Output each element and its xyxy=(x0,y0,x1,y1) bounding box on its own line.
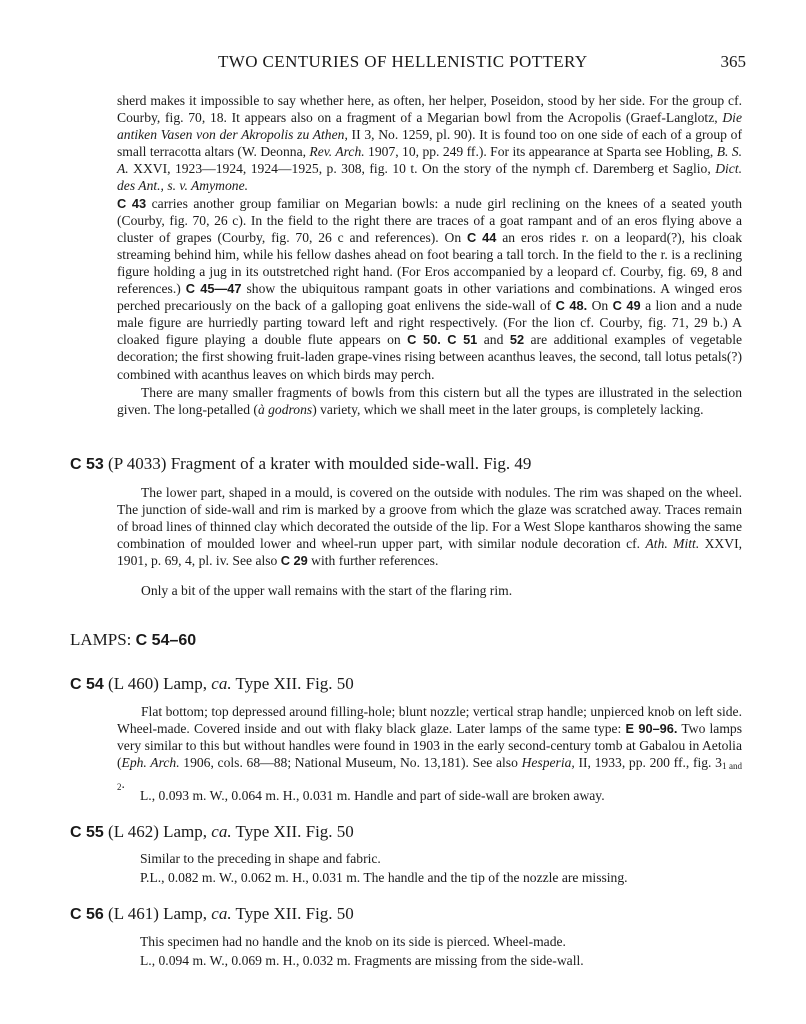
text-run: 1906, cols. 68—88; National Museum, No. 13,181). See also xyxy=(179,755,522,771)
catalogue-number: C 53 xyxy=(70,456,104,473)
italic-citation: Ath. Mitt. xyxy=(645,536,700,552)
entry-title: (P 4033) Fragment of a k xyxy=(103,454,279,473)
text-run: with further references. xyxy=(307,553,439,569)
paragraph-smaller-fragments xyxy=(117,384,742,418)
text-run: an eros rides r. on a leopard(?), his cloak streaming behind him, while his fellow dashes ahead on foot bearing a tall torch. In the field to the r. is a reclining figure holding a jug in its outstretched right hand. (For Eros accompanied by a leopard cf. Courby, fig. 69, 8 and references.) xyxy=(117,229,742,297)
subscript: 1 xyxy=(721,761,727,772)
text-run: The lower part, shaped in a mould, is covered on the outside with nodules. The rim was shaped on the wheel. The junction of side-wall and rim is marked by a groove from which the glaze was scratched away. Traces remain of broad lines of thinned clay which decorated the outside of the lip. For a West Slope kantharos showing the same combination of moulded lower and wheel-run upper part, with similar nodule decoration cf. xyxy=(117,485,742,552)
text-run: II, 1933, pp. 200 ff., fig. 3 xyxy=(574,755,722,771)
text-run: show the ubiquitous rampant goats in other variations and combinations. A winged eros perched precariously on the back of a galloping goat enlivens the side-wall of xyxy=(117,281,742,314)
entry-heading-c56 xyxy=(70,904,354,924)
entry-heading-c53 xyxy=(70,454,531,474)
running-title: TWO CENTURIES OF HELLENISTIC POTTERY xyxy=(218,52,588,71)
paragraph-c53-description xyxy=(117,484,742,569)
entry-title: Type XII. Fig. 50 xyxy=(231,904,354,923)
catalogue-number: C 54 xyxy=(70,676,104,693)
catalogue-number: C 55 xyxy=(70,824,104,841)
description-c56: This specimen had no handle and the knob on its side is pierced. Wheel-made. xyxy=(140,934,566,949)
entry-heading-c55 xyxy=(70,822,354,842)
text-run: Only a bit of the upper wall remains with the start of the flaring rim. xyxy=(141,583,513,598)
entry-heading-c54 xyxy=(70,674,354,694)
paragraph-c54-description xyxy=(117,703,742,796)
text-run: , II 3, No. 1259, pl. 90). It is found too on one side of each of a group of small terracotta altars (W. Deonna, xyxy=(117,127,742,160)
text-run: Flat bottom; top depressed around filling-hole; blunt nozzle; vertical strap handle; unpierced knob on left side. Wheel-made. Covered inside and out with flaky black glaze. Later lamps of the same type: xyxy=(117,704,742,737)
catalogue-range: C 54–60 xyxy=(135,632,197,649)
catalogue-ref: C 29 xyxy=(280,553,308,569)
page-number: 365 xyxy=(720,52,746,71)
subscript: 2 xyxy=(117,782,122,793)
italic-citation: Die antiken Vasen von der Akropolis zu Athen xyxy=(117,110,742,143)
catalogue-ref: C 51 xyxy=(447,332,478,348)
text-run: a lion and a nude male figure are hurriedly parting toward left and right respectively. (For the lion cf. Courby, fig. 71, 29 b.) A cloaked figure playing a double flute appears on xyxy=(117,298,742,348)
catalogue-ref: E 90–96. xyxy=(625,721,678,737)
italic-citation: Rev. Arch. xyxy=(309,144,365,160)
measurements-c55: P.L., 0.082 m. W., 0.062 m. H., 0.031 m. The handle and the tip of the nozzle are missing. xyxy=(140,870,628,885)
measurements-c56: L., 0.094 m. W., 0.069 m. H., 0.032 m. Fragments are missing from the side-wall. xyxy=(140,953,584,968)
text-run: XXVI, 1901, p. 69, 4, pl. iv. See also xyxy=(117,536,742,569)
catalogue-ref: C 45—47 xyxy=(185,281,242,297)
italic-citation: B. S. A. xyxy=(117,144,743,177)
italic-citation: Dict. des Ant., s. v. Amymone. xyxy=(117,161,742,194)
catalogue-ref: C 44 xyxy=(466,229,497,245)
paragraph-c53-note xyxy=(117,582,742,599)
italic-citation: Hesperia, xyxy=(521,755,575,771)
section-heading-lamps xyxy=(70,630,196,650)
description-c55: Similar to the preceding in shape and fabric. xyxy=(140,851,381,866)
running-header xyxy=(210,52,746,74)
catalogue-ref: C 49 xyxy=(612,298,641,314)
text-run: 1907, 10, pp. 249 ff.). For its appearance at Sparta see Hobling, xyxy=(364,144,717,160)
entry-title: (L 462) Lamp, xyxy=(103,822,212,841)
text-run: XXVI, 1923—1924, 1924—1925, p. 308, fig. 10 t. On the story of the nymph cf. Daremberg et Saglio, xyxy=(128,161,716,177)
entry-title: rater with moulded side-wall. Fig. 49 xyxy=(278,454,532,473)
text-run: and xyxy=(477,332,510,348)
text-run: Two lamps very similar to this but without handles were found in 1903 in the early second-century tomb at Gabalou in Aetolia ( xyxy=(117,721,742,771)
text-run: sherd makes it impossible to say whether here, as often, her helper, Poseidon, stood by her side. For the group cf. Courby, fig. 70, 18. It appears also on a fragment of a Megarian bowl from the Acropolis (Graef-Langlotz, xyxy=(117,93,742,126)
entry-title: Type XII. Fig. 50 xyxy=(231,822,354,841)
text-run: ) variety, which we shall meet in the later groups, is completely lacking. xyxy=(312,402,704,418)
italic-term: ca. xyxy=(211,674,232,693)
subscript: and xyxy=(726,761,742,772)
italic-term: à godrons xyxy=(257,402,313,418)
paragraph-megarian-bowls xyxy=(117,92,742,383)
catalogue-ref: C 48. xyxy=(555,298,588,314)
catalogue-ref: C 43 xyxy=(117,195,147,211)
entry-title: (L 461) Lamp, xyxy=(103,904,212,923)
text-run: are additional examples of vegetable decoration; the first showing fruit-laden grape-vines rising between acanthus leaves, the second, tall lotus petals(?) combined with acanthus leaves on which birds may perch. xyxy=(117,332,743,382)
catalogue-number: C 56 xyxy=(70,906,104,923)
text-run: . xyxy=(121,776,125,792)
text-run: On xyxy=(587,298,613,314)
italic-term: ca. xyxy=(211,822,232,841)
text-run: carries another group familiar on Megarian bowls: a nude girl reclining on the knees of a seated youth (Courby, fig. 70, 26 c). In the field to the right there are traces of a goat rampant and of an eros flying above a cluster of grapes (Courby, fig. 70, 26 c and references). On xyxy=(117,195,742,245)
entry-title: Type XII. Fig. 50 xyxy=(231,674,354,693)
catalogue-ref: C 50. xyxy=(407,332,441,348)
section-label: LAMPS: xyxy=(70,630,136,649)
catalogue-ref: 52 xyxy=(509,332,525,348)
italic-term: ca. xyxy=(211,904,232,923)
measurements-c54: L., 0.093 m. W., 0.064 m. H., 0.031 m. Handle and part of side-wall are broken away. xyxy=(140,788,605,803)
italic-citation: Eph. Arch. xyxy=(121,755,180,771)
entry-title: (L 460) Lamp, xyxy=(103,674,212,693)
text-run: There are many smaller fragments of bowls from this cistern but all the types are illustrated in the selection given. The long-petalled ( xyxy=(117,385,742,418)
